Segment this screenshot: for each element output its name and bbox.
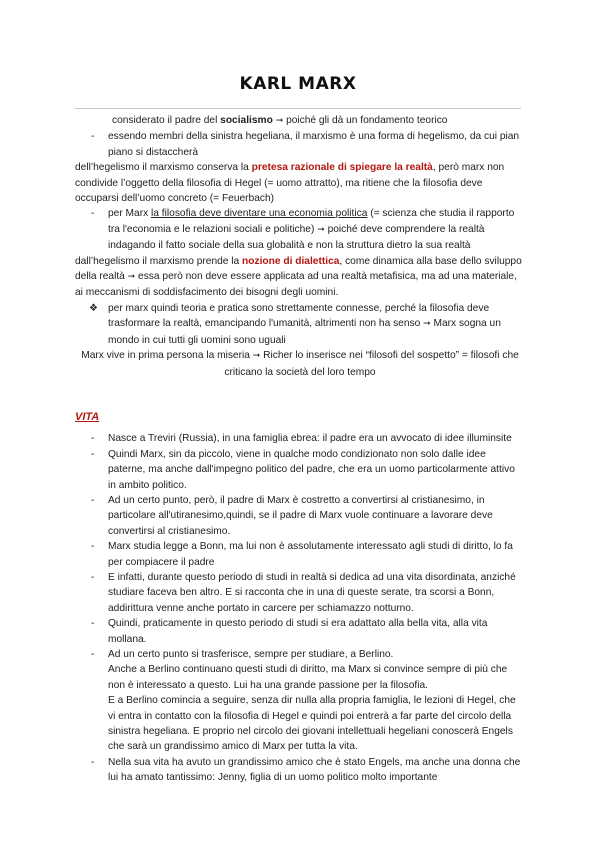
arrow-icon: ➞ <box>275 116 284 126</box>
list-item: - per Marx la filosofia deve diventare una economia politica (= scienza che studia il rapporto tra l'economia e le relazioni sociali e politiche) ➞ poiché deve comprendere la realtà indagando il fatto sociale della sua globalità e non la struttura dietro la sua realtà <box>75 206 525 253</box>
list-item: ❖ per marx quindi teoria e pratica sono strettamente connesse, perché la filosofia deve trasformare la realtà, emancipando l'umanità, altrimenti non ha senso ➞ Marx sogna un mondo in cui tutti gli uomini sono uguali <box>89 302 501 346</box>
arrow-icon: ➞ <box>252 351 261 362</box>
vita-list <box>75 431 525 785</box>
centered-note: Marx vive in prima persona la miseria ➞ Richer lo inserisce nei “filosofi del sospetto” = filosofi che criticano la società del loro tempo <box>81 350 519 378</box>
diamond-bullet-icon: ❖ <box>89 302 98 314</box>
list-item: - Quindi, praticamente in questo periodo di studi si era adattato alla bella vita, alla vita mollana. <box>75 616 525 647</box>
title-divider <box>75 108 521 109</box>
arrow-icon: ➞ <box>317 224 325 235</box>
paragraph-dialettica: dall’hegelismo il marxismo prende la nozione di dialettica, come dinamica alla base dello sviluppo della realtà ➞ essa però non deve essere applicata ad una realtà metafisica, ma ad una materiale, ai meccanismi di soddisfacimento dei bisogni degli uomini. <box>75 255 522 299</box>
intro-list-2 <box>75 206 525 253</box>
intro-list-1 <box>75 129 525 160</box>
list-item: - Ad un certo punto si trasferisce, sempre per studiare, a Berlino. Anche a Berlino continuano questi studi di diritto, ma Marx si convince sempre di più che non è interessato a questo. Lui ha una grande passione per la filosofia. E a Berlino comincia a seguire, senza dir nulla alla propria famiglia, le lezioni di Hegel, che vi entra in contatto con la filosofia di Hegel e quindi poi entrerà a far parte del circolo della sinistra hegeliana. E proprio nel circolo dei giovani intellettuali hegeliani conoscerà Engels che sarà un grandissimo amico di Marx per tutta la vita. <box>75 647 525 755</box>
page-title: KARL MARX <box>239 74 357 94</box>
document-body <box>75 113 525 786</box>
list-item: - Quindi Marx, sin da piccolo, viene in qualche modo condizionato non solo dalle idee paterne, ma anche dall'impegno politico del padre, che era un uomo particolarmente attivo in ambito politico. <box>75 447 525 493</box>
intro-line: considerato il padre del socialismo ➞ poiché gli dà un fondamento teorico <box>112 115 448 126</box>
highlight-dialettica: nozione di dialettica <box>242 255 340 267</box>
list-item: - Nasce a Treviri (Russia), in una famiglia ebrea: il padre era un avvocato di idee illuminsite <box>75 431 525 446</box>
list-item: - essendo membri della sinistra hegeliana, il marxismo è una forma di hegelismo, da cui pian piano si distaccherà <box>75 129 525 160</box>
list-item: - Nella sua vita ha avuto un grandissimo amico che è stato Engels, ma anche una donna che lui ha amato tantissimo: Jenny, figlia di un uomo politico molto importante <box>75 755 525 786</box>
arrow-icon: ➞ <box>127 272 136 283</box>
section-heading-vita: VITA <box>75 410 100 423</box>
highlight-pretesa: pretesa razionale di spiegare la realtà <box>251 162 433 174</box>
list-item: - Marx studia legge a Bonn, ma lui non è assolutamente interessato agli studi di diritto, lo fa per compiacere il padre <box>75 539 525 570</box>
arrow-icon: ➞ <box>423 319 431 330</box>
underlined-economia-politica: la filosofia deve diventare una economia politica <box>151 208 368 220</box>
list-item: - E infatti, durante questo periodo di studi in realtà si dedica ad una vita disordinata, anziché studiare faceva ben altro. E si racconta che in una di queste serate, tra scorsi a Bonn, addirittura venne anche portato in carcere per schiamazzo notturno. <box>75 570 525 616</box>
intro-list-3 <box>75 301 525 348</box>
paragraph-pretesa: dell’hegelismo il marxismo conserva la pretesa razionale di spiegare la realtà, però marx non condivide l’oggetto della filosofia di Hegel (= uomo attratto), ma ritiene che la filosofia deve occuparsi dell’uomo concreto (= Feuerbach) <box>75 162 505 205</box>
keyword-socialismo: socialismo <box>220 115 273 126</box>
list-item: - Ad un certo punto, però, il padre di Marx è costretto a convertirsi al cristianesimo, in particolare all'utiranesimo,quindi, se il padre di Marx vuole continuare a lavorare deve convertirsi al cristianesimo. <box>75 493 525 539</box>
